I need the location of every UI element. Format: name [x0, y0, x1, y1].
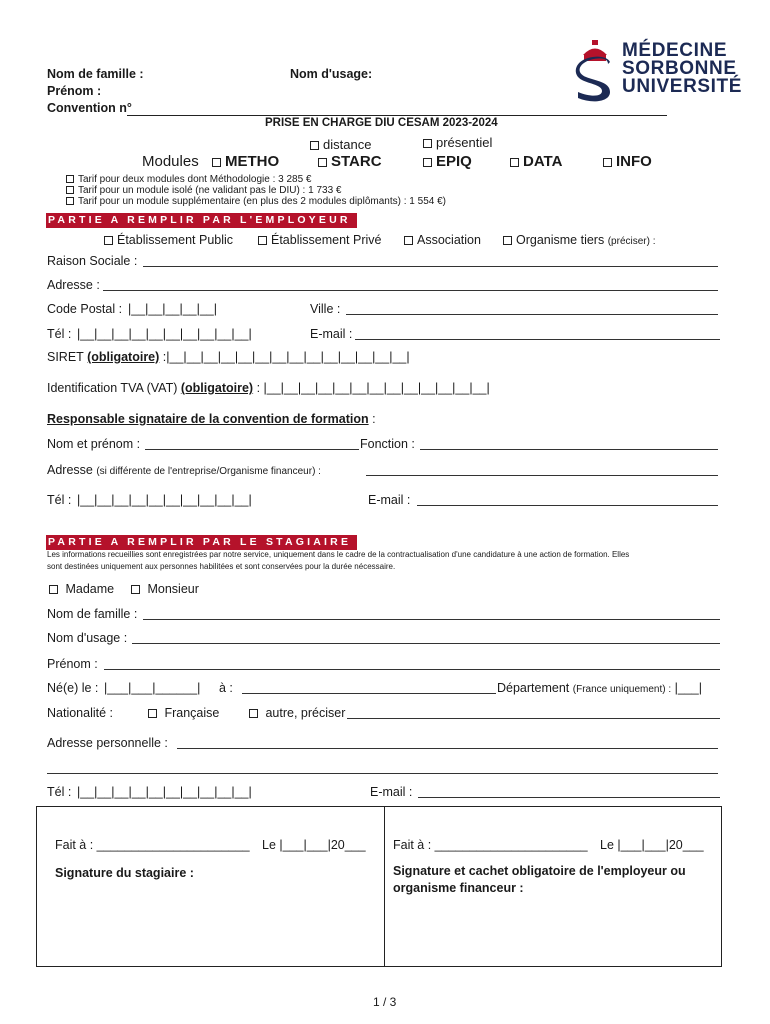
francaise-option[interactable]: [148, 706, 219, 720]
nom-famille-label: Nom de famille :: [47, 67, 144, 81]
signature-divider: [384, 806, 385, 967]
type-public[interactable]: [104, 233, 233, 247]
raison-sociale-field[interactable]: [143, 254, 718, 267]
type-tiers-note: (préciser) :: [607, 236, 656, 247]
tarif-checkbox[interactable]: [66, 186, 74, 194]
stagiaire-notice-2: sont destinées uniquement aux personnes habilitées et sont conservées pour la durée nécessaire.: [47, 562, 396, 571]
tarif-option[interactable]: [66, 185, 341, 196]
siret-row: [47, 350, 410, 364]
tel-label: Tél :: [47, 327, 72, 341]
madame-option[interactable]: [49, 582, 114, 596]
type-tiers[interactable]: [503, 233, 656, 247]
module-metho[interactable]: [212, 153, 279, 170]
stagiaire-usage-field[interactable]: [132, 631, 720, 644]
stagiaire-email-field[interactable]: [418, 785, 720, 798]
tarif-checkbox[interactable]: [66, 175, 74, 183]
stagiaire-usage-label: Nom d'usage :: [47, 631, 128, 645]
monsieur-label: Monsieur: [147, 582, 199, 596]
email-field[interactable]: [355, 327, 720, 340]
adresse-perso-label: Adresse personnelle :: [47, 736, 168, 750]
naissance-label: Né(e) le :: [47, 681, 99, 695]
autre-checkbox[interactable]: [249, 709, 258, 718]
employeur-banner: PARTIE A REMPLIR PAR L'EMPLOYEUR: [46, 213, 357, 228]
madame-label: Madame: [65, 582, 115, 596]
employeur-date[interactable]: Le |___|___|20___: [600, 838, 704, 852]
siret-label: SIRET: [47, 350, 84, 364]
stagiaire-notice-1: Les informations recueillies sont enregistrées par notre service, uniquement dans le cadre de la contractualisation d'une candidature à une action de formation. Elles: [47, 550, 630, 559]
module-metho-label: METHO: [225, 153, 280, 170]
stagiaire-nom-label: Nom de famille :: [47, 607, 138, 621]
prenom-label: Prénom :: [47, 84, 102, 98]
adresse-perso-field-2[interactable]: [47, 761, 718, 774]
nom-prenom-field[interactable]: [145, 437, 359, 450]
adresse2-label: Adresse: [47, 463, 93, 477]
module-starc[interactable]: [318, 153, 382, 170]
signature-employeur-label-1: Signature et cachet obligatoire de l'employeur ou: [393, 864, 686, 878]
departement-field[interactable]: |___|: [674, 681, 702, 695]
email2-label: E-mail :: [368, 493, 411, 507]
autre-option[interactable]: [249, 706, 345, 720]
logo-line1: MÉDECINE: [622, 40, 728, 61]
stagiaire-banner: PARTIE A REMPLIR PAR LE STAGIAIRE: [46, 535, 357, 550]
ville-label: Ville :: [310, 302, 341, 316]
stagiaire-tel-label: Tél :: [47, 785, 72, 799]
adresse-field[interactable]: [103, 278, 718, 291]
responsable-colon: :: [368, 412, 376, 426]
employeur-fait-a[interactable]: Fait à : ______________________: [393, 838, 588, 852]
type-tiers-label: Organisme tiers: [516, 233, 605, 247]
lieu-field[interactable]: [242, 681, 496, 694]
adresse-perso-field[interactable]: [177, 736, 718, 749]
tva-label: Identification TVA (VAT): [47, 381, 178, 395]
tva-required: (obligatoire): [180, 381, 254, 395]
madame-checkbox[interactable]: [49, 585, 58, 594]
stagiaire-email-label: E-mail :: [370, 785, 413, 799]
module-info-label: INFO: [616, 153, 652, 170]
distance-checkbox[interactable]: [310, 141, 319, 150]
stagiaire-prenom-label: Prénom :: [47, 657, 98, 671]
page-title: PRISE EN CHARGE DIU CESAM 2023-2024: [265, 117, 498, 129]
tarif-option[interactable]: [66, 174, 312, 185]
stagiaire-fait-a[interactable]: Fait à : ______________________: [55, 838, 250, 852]
tel2-field[interactable]: |__|__|__|__|__|__|__|__|__|__|: [77, 493, 252, 507]
departement-note: (France uniquement) :: [572, 684, 672, 695]
type-association[interactable]: [404, 233, 481, 247]
logo-line2: SORBONNE: [622, 58, 737, 79]
adresse2-field[interactable]: [366, 463, 718, 476]
module-info[interactable]: [603, 153, 652, 170]
autre-field[interactable]: [347, 706, 720, 719]
module-data[interactable]: [510, 153, 562, 170]
module-starc-checkbox[interactable]: [318, 158, 327, 167]
signature-box: [36, 806, 722, 967]
tarif-label: Tarif pour deux modules dont Méthodologie : 3 285 €: [78, 174, 312, 185]
type-tiers-checkbox[interactable]: [503, 236, 512, 245]
francaise-checkbox[interactable]: [148, 709, 157, 718]
siret-required: (obligatoire): [87, 350, 160, 364]
module-data-label: DATA: [523, 153, 563, 170]
nom-usage-label: Nom d'usage:: [290, 67, 373, 81]
logo-line3: UNIVERSITÉ: [622, 76, 743, 97]
type-public-label: Établissement Public: [117, 233, 234, 247]
tarif-option[interactable]: [66, 196, 446, 207]
departement-row: [497, 681, 702, 695]
naissance-field[interactable]: |___|___|______|: [104, 681, 201, 695]
tel-field[interactable]: |__|__|__|__|__|__|__|__|__|__|: [77, 327, 252, 341]
tarif-checkbox[interactable]: [66, 197, 74, 205]
modules-label: Modules: [142, 153, 199, 170]
distance-label: distance: [323, 137, 372, 152]
stagiaire-prenom-field[interactable]: [104, 657, 720, 670]
type-prive-checkbox[interactable]: [258, 236, 267, 245]
presentiel-option[interactable]: [423, 135, 492, 150]
module-info-checkbox[interactable]: [603, 158, 612, 167]
tva-field[interactable]: : |__|__|__|__|__|__|__|__|__|__|__|__|__|: [256, 381, 490, 395]
type-prive-label: Établissement Privé: [271, 233, 382, 247]
convention-label: Convention n°: [47, 101, 132, 115]
module-data-checkbox[interactable]: [510, 158, 519, 167]
code-postal-label: Code Postal :: [47, 302, 123, 316]
lieu-label: à :: [219, 681, 233, 695]
type-association-checkbox[interactable]: [404, 236, 413, 245]
signature-stagiaire-label: Signature du stagiaire :: [55, 866, 194, 880]
tva-row: [47, 381, 490, 395]
departement-label: Département: [497, 681, 570, 695]
type-prive[interactable]: [258, 233, 381, 247]
tel2-label: Tél :: [47, 493, 72, 507]
page-number: 1 / 3: [373, 995, 397, 1009]
autre-label: autre, préciser: [265, 706, 346, 720]
adresse2-row: [47, 463, 321, 477]
ville-field[interactable]: [346, 302, 718, 315]
responsable-heading: [47, 412, 376, 426]
francaise-label: Française: [164, 706, 220, 720]
type-public-checkbox[interactable]: [104, 236, 113, 245]
fonction-field[interactable]: [420, 437, 718, 450]
adresse2-note: (si différente de l'entreprise/Organisme financeur) :: [96, 466, 321, 477]
signature-employeur-label-2: organisme financeur :: [393, 881, 524, 895]
adresse-label: Adresse :: [47, 278, 100, 292]
monsieur-checkbox[interactable]: [131, 585, 140, 594]
tarif-label: Tarif pour un module isolé (ne validant pas le DIU) : 1 733 €: [78, 185, 342, 196]
email2-field[interactable]: [417, 493, 718, 506]
module-epiq[interactable]: [423, 153, 472, 170]
type-association-label: Association: [417, 233, 481, 247]
module-epiq-label: EPIQ: [436, 153, 472, 170]
logo: [572, 40, 743, 100]
tarif-label: Tarif pour un module supplémentaire (en plus des 2 modules diplômants) : 1 554 €): [78, 196, 446, 207]
nom-prenom-label: Nom et prénom :: [47, 437, 141, 451]
stagiaire-tel-field[interactable]: |__|__|__|__|__|__|__|__|__|__|: [77, 785, 252, 799]
fonction-label: Fonction :: [360, 437, 415, 451]
presentiel-checkbox[interactable]: [423, 139, 432, 148]
code-postal-field[interactable]: |__|__|__|__|__|: [128, 302, 218, 316]
distance-option[interactable]: [310, 137, 371, 152]
raison-sociale-label: Raison Sociale :: [47, 254, 138, 268]
responsable-title: Responsable signataire de la convention de formation: [47, 412, 369, 426]
email-label: E-mail :: [310, 327, 353, 341]
module-epiq-checkbox[interactable]: [423, 158, 432, 167]
monsieur-option[interactable]: [131, 582, 199, 596]
nationalite-label: Nationalité :: [47, 706, 114, 720]
stagiaire-date[interactable]: Le |___|___|20___: [262, 838, 366, 852]
sorbonne-dome-icon: [572, 40, 618, 106]
module-starc-label: STARC: [331, 153, 382, 170]
presentiel-label: présentiel: [436, 135, 493, 150]
stagiaire-nom-field[interactable]: [143, 607, 720, 620]
module-metho-checkbox[interactable]: [212, 158, 221, 167]
siret-field[interactable]: :|__|__|__|__|__|__|__|__|__|__|__|__|__|__|: [162, 350, 410, 364]
